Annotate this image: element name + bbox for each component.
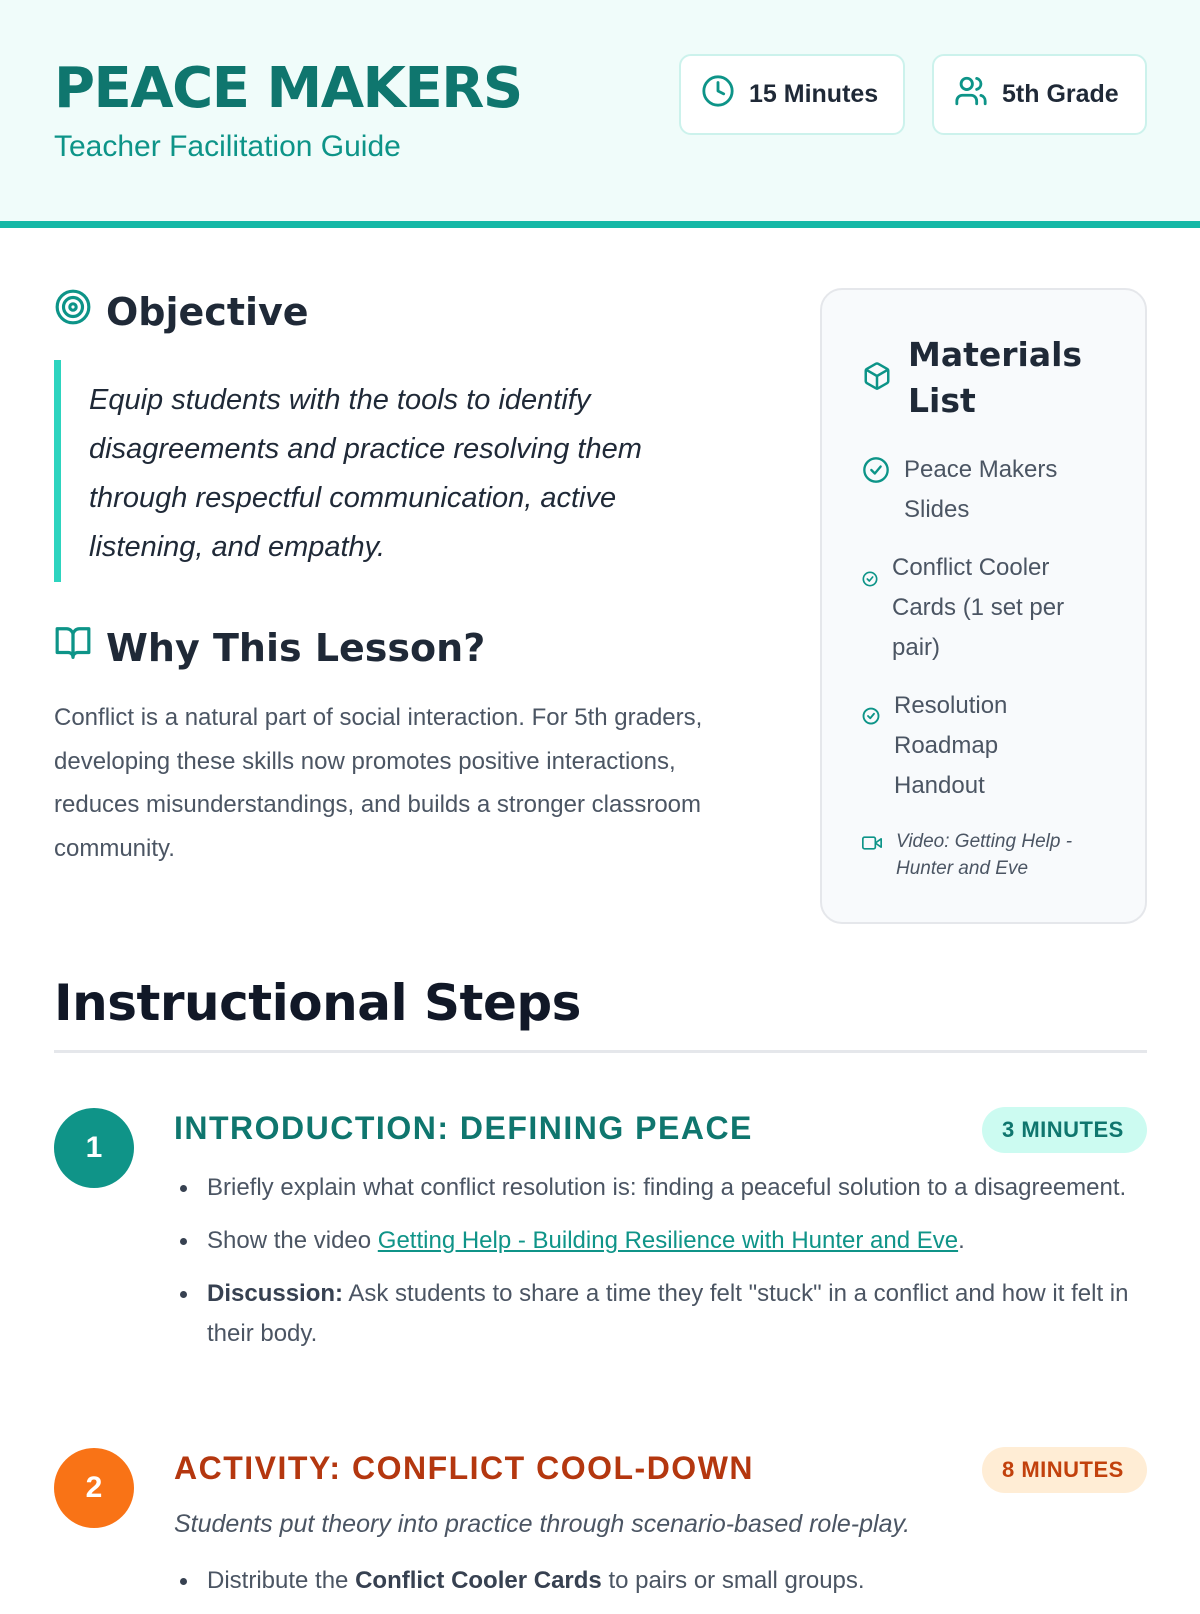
page-header [0, 0, 1200, 228]
list-item [174, 1168, 1154, 1208]
steps-heading: Instructional Steps [54, 974, 581, 1032]
target-icon [54, 288, 92, 335]
bullet-text: Ask students to share a time they felt "stuck" in a conflict and how it felt in their body. [207, 1280, 1129, 1347]
bullet-bold-label: Discussion: [207, 1280, 344, 1307]
step-duration-badge: 8 MINUTES [982, 1447, 1147, 1493]
material-item [862, 450, 1104, 530]
material-item-label: Conflict Cooler Cards (1 set per pair) [892, 554, 1065, 661]
material-item [862, 686, 1094, 806]
material-item-label: Resolution Roadmap Handout [894, 692, 1008, 799]
duration-badge [679, 54, 905, 135]
divider [54, 1050, 1147, 1053]
users-icon [954, 74, 988, 115]
grade-text: 5th Grade [1002, 80, 1119, 108]
step-title: ACTIVITY: CONFLICT COOL-DOWN [174, 1450, 754, 1486]
list-item [174, 1561, 1154, 1601]
step-number-badge: 2 [54, 1448, 134, 1528]
materials-heading [862, 332, 1108, 424]
duration-text: 15 Minutes [749, 80, 879, 108]
clock-icon [701, 74, 735, 115]
video-icon [862, 833, 882, 861]
materials-card [820, 288, 1147, 924]
bullet-text: to pairs or small groups. [601, 1567, 865, 1594]
bullet-text: . [958, 1227, 965, 1254]
why-text: Conflict is a natural part of social interaction. For 5th graders, developing these skills now promotes positive interactions, reduces misunderstandings, and builds a stronger classroom community. [54, 704, 703, 862]
objective-text: Equip students with the tools to identify disagreements and practice resolving them through respectful communication, active listening, and empathy. [54, 360, 714, 582]
material-item-label: Video: Getting Help - Hunter and Eve [896, 831, 1073, 879]
book-open-icon [54, 624, 92, 671]
material-item-label: Peace Makers Slides [904, 456, 1058, 523]
list-item [174, 1221, 1154, 1261]
step-intro: Students put theory into practice through scenario-based role-play. [174, 1510, 911, 1538]
step-bullet-list [174, 1561, 1154, 1614]
grade-badge [932, 54, 1147, 135]
step-number-badge: 1 [54, 1108, 134, 1188]
page-subtitle: Teacher Facilitation Guide [54, 130, 401, 163]
list-item [174, 1274, 1154, 1354]
objective-heading-label: Objective [106, 289, 309, 334]
why-heading-label: Why This Lesson? [106, 625, 486, 670]
check-circle-icon [862, 560, 878, 600]
step-title: INTRODUCTION: DEFINING PEACE [174, 1110, 753, 1146]
package-icon [862, 361, 892, 396]
bullet-text: Distribute the [207, 1567, 356, 1594]
material-item [862, 548, 1092, 668]
why-heading [54, 624, 485, 671]
materials-title: Materials List [908, 335, 1083, 420]
step-bullet-list [174, 1168, 1154, 1367]
bullet-bold-label: Conflict Cooler Cards [355, 1567, 602, 1594]
material-item-video [862, 828, 1106, 882]
video-link[interactable]: Getting Help - Building Resilience with Hunter and Eve [377, 1227, 959, 1254]
page-title: PEACE MAKERS [54, 56, 522, 121]
bullet-text: Show the video [207, 1227, 378, 1254]
objective-heading [54, 288, 309, 335]
check-circle-icon [862, 456, 890, 497]
check-circle-icon [862, 698, 880, 738]
bullet-text: Briefly explain what conflict resolution is: finding a peaceful solution to a disagreement. [207, 1174, 1127, 1201]
step-duration-badge: 3 MINUTES [982, 1107, 1147, 1153]
